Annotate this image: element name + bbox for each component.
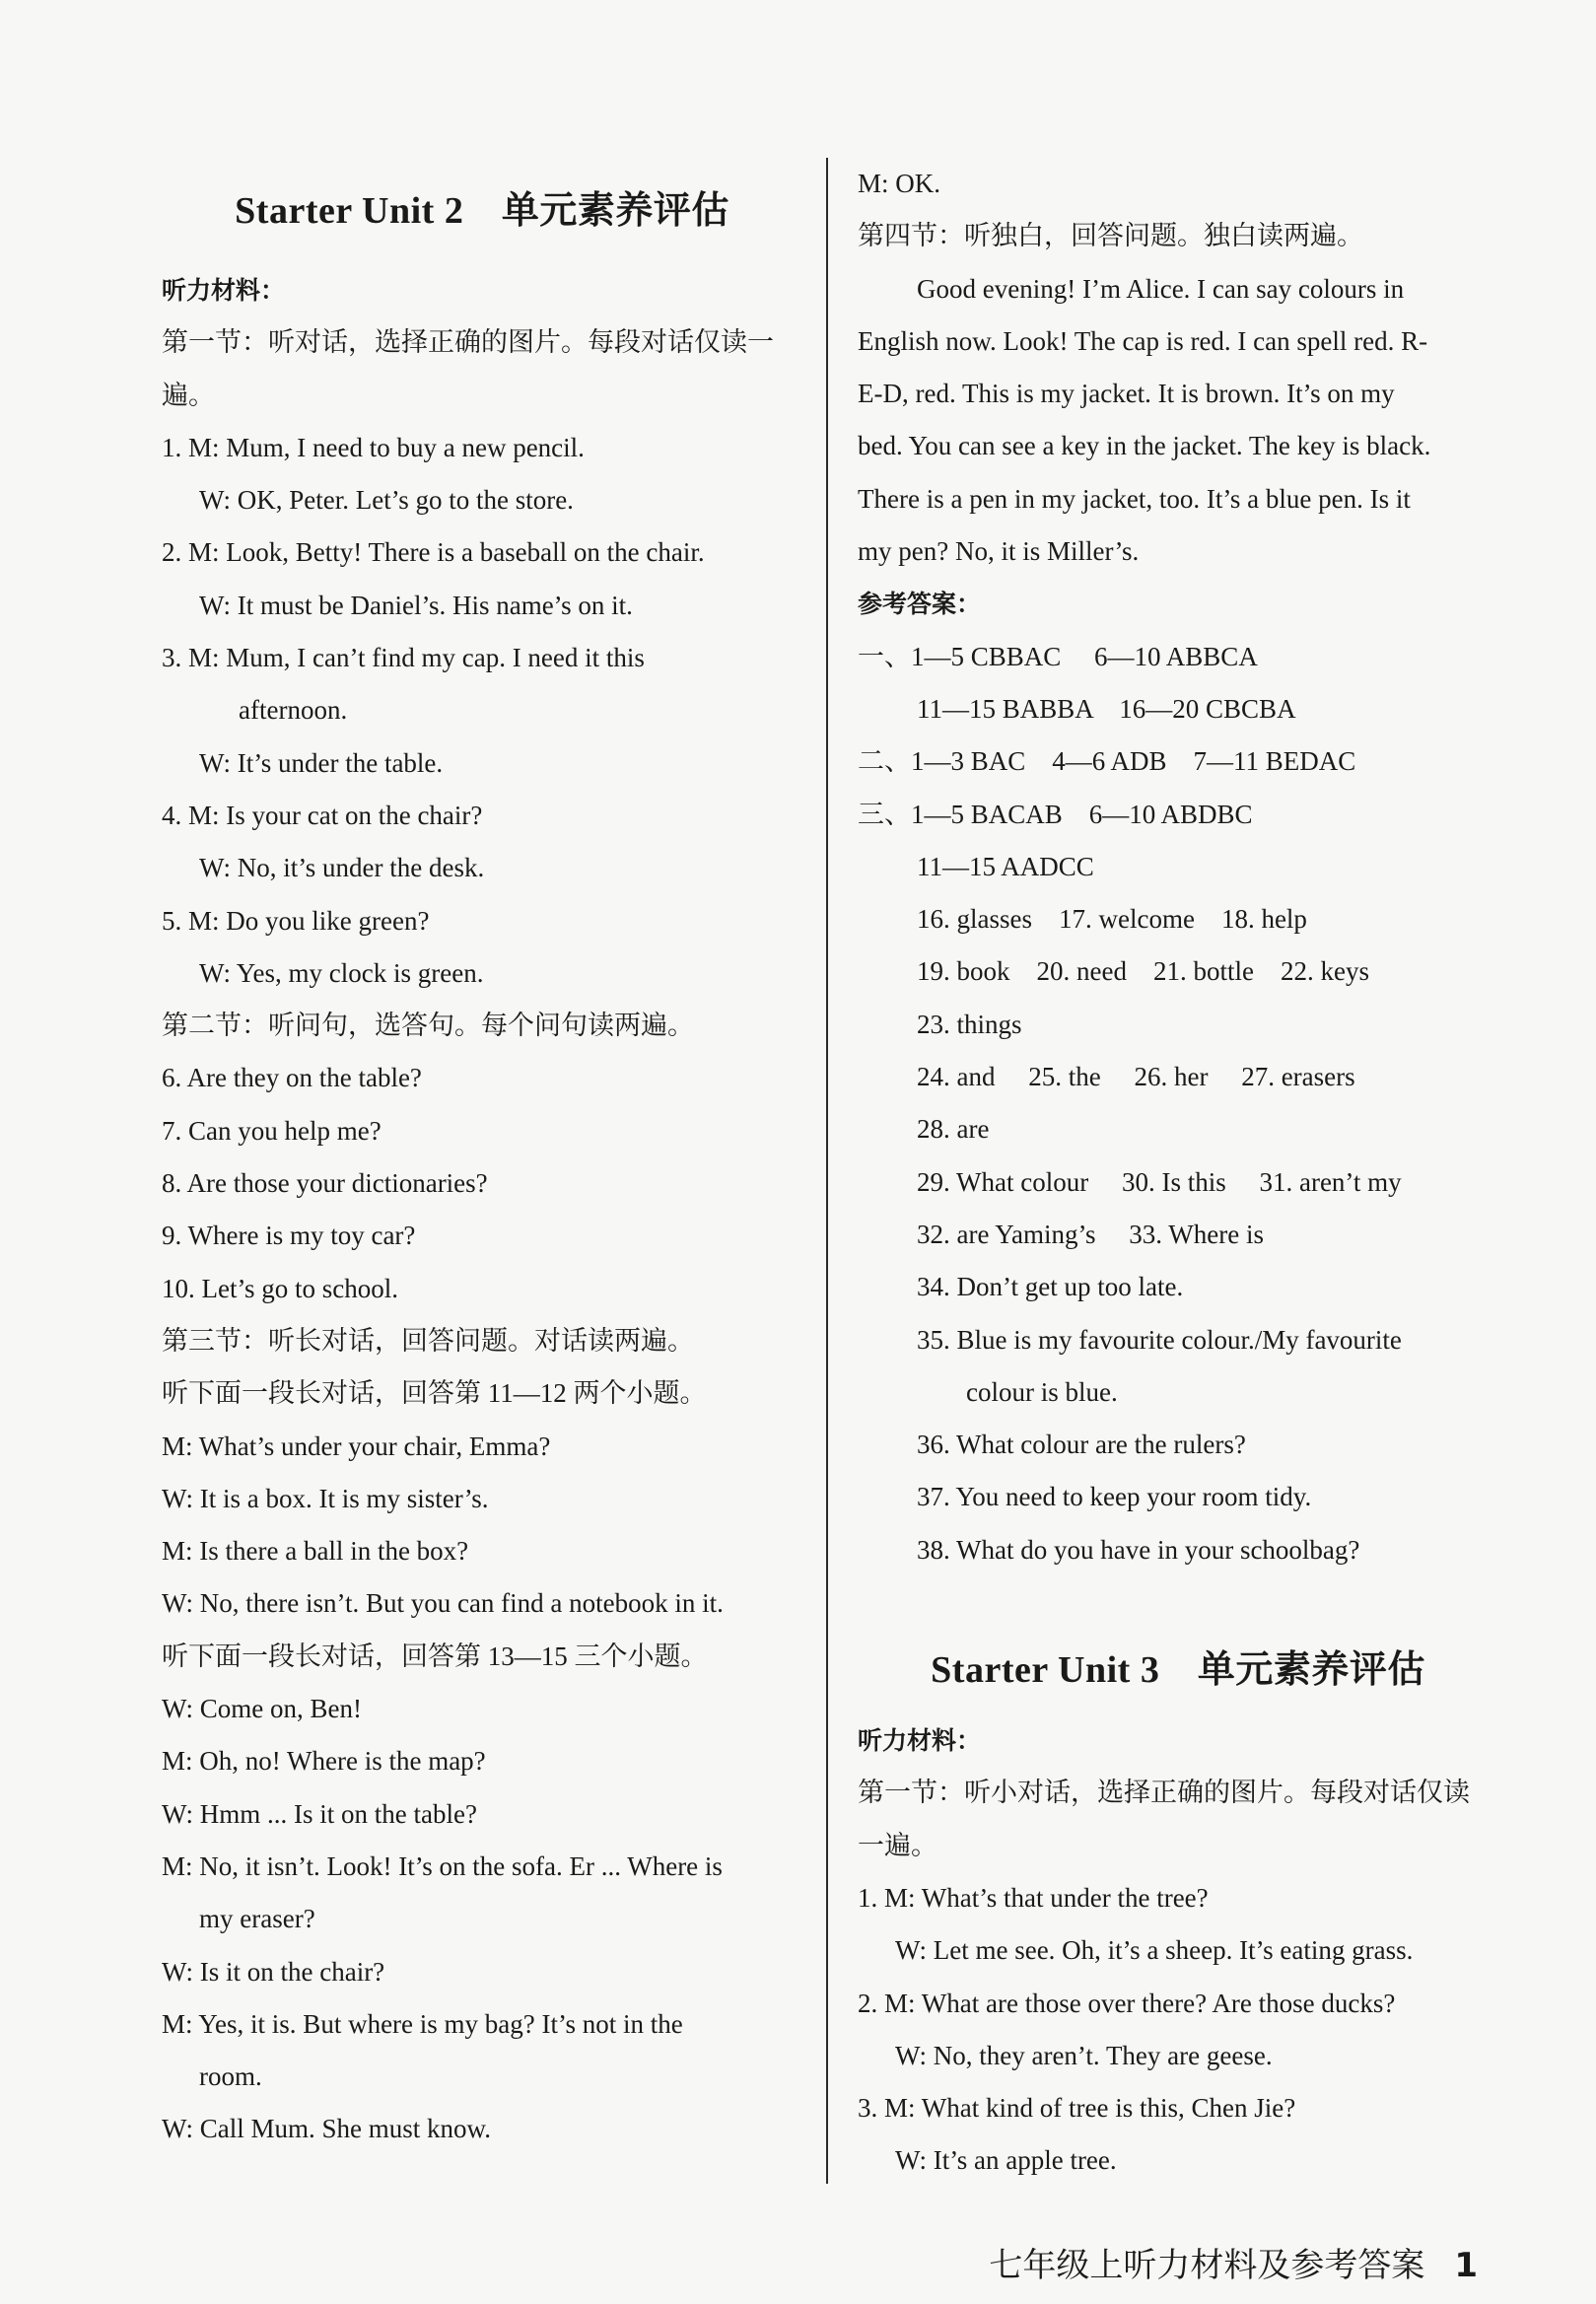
text-line: M: OK.	[858, 169, 941, 198]
text-line: 第四节：听独白，回答问题。独白读两遍。	[858, 221, 1363, 251]
text-line: room.	[199, 2061, 262, 2092]
text-line: Good evening! I’m Alice. I can say colours in	[917, 273, 1405, 304]
text-line: 第三节：听长对话，回答问题。对话读两遍。	[162, 1325, 694, 1356]
text-line: my eraser?	[199, 1904, 315, 1934]
text-line: W: No, they aren’t. They are geese.	[895, 2040, 1273, 2070]
text-line: W: No, there isn’t. But you can find a notebook in it.	[162, 1588, 724, 1619]
text-line: 第二节：听问句，选答句。每个问句读两遍。	[162, 1011, 694, 1041]
right-column	[858, 158, 1498, 2188]
text-line: 37. You need to keep your room tidy.	[917, 1482, 1312, 1512]
text-line: 38. What do you have in your schoolbag?	[917, 1534, 1360, 1565]
text-line: M: Oh, no! Where is the map?	[162, 1746, 486, 1777]
text-line: M: Yes, it is. But where is my bag? It’s not in the	[162, 2008, 683, 2039]
text-line: 听下面一段长对话，回答第 13—15 三个小题。	[162, 1641, 708, 1671]
text-line: 36. What colour are the rulers?	[917, 1430, 1246, 1460]
text-line: 16. glasses 17. welcome 18. help	[917, 904, 1307, 935]
text-line: my pen? No, it is Miller’s.	[858, 536, 1140, 567]
text-line: afternoon.	[239, 695, 348, 726]
listening-material-label: 听力材料：	[162, 276, 286, 305]
listening-material-label-2: 听力材料：	[858, 1726, 982, 1756]
text-line: W: Is it on the chair?	[162, 1956, 385, 1987]
text-line: W: It must be Daniel’s. His name’s on it.	[199, 590, 633, 620]
text-line: English now. Look! The cap is red. I can spell red. R-	[858, 325, 1428, 356]
right-bottom-lines	[858, 1767, 1498, 2187]
text-line: 二、1—3 BAC 4—6 ADB 7—11 BEDAC	[858, 746, 1356, 777]
text-line: 6. Are they on the table?	[162, 1063, 422, 1093]
text-line: 23. things	[917, 1009, 1022, 1039]
text-line: M: No, it isn’t. Look! It’s on the sofa. Er ... Where is	[162, 1850, 723, 1881]
text-line: W: Let me see. Oh, it’s a sheep. It’s eating grass.	[895, 1935, 1414, 1966]
text-line: 1. M: Mum, I need to buy a new pencil.	[162, 432, 585, 462]
column-divider	[826, 158, 828, 2184]
left-lines	[162, 316, 802, 2155]
text-line: 7. Can you help me?	[162, 1115, 382, 1146]
text-line: 2. M: What are those over there? Are those ducks?	[858, 1988, 1396, 2018]
footer-text: 七年级上听力材料及参考答案	[989, 2246, 1425, 2285]
text-line: W: Come on, Ben!	[162, 1694, 362, 1724]
text-line: 19. book 20. need 21. bottle 22. keys	[917, 956, 1369, 987]
text-line: bed. You can see a key in the jacket. The key is black.	[858, 431, 1431, 461]
text-line: E-D, red. This is my jacket. It is brown. It’s on my	[858, 379, 1395, 409]
text-line: 28. are	[917, 1114, 990, 1145]
text-line: W: OK, Peter. Let’s go to the store.	[199, 485, 574, 516]
text-line: M: Is there a ball in the box?	[162, 1536, 469, 1567]
text-line: There is a pen in my jacket, too. It’s a blue pen. Is it	[858, 483, 1411, 514]
text-line: 29. What colour 30. Is this 31. aren’t my	[917, 1166, 1402, 1197]
text-line: 32. are Yaming’s 33. Where is	[917, 1219, 1264, 1249]
text-line: W: No, it’s under the desk.	[199, 853, 485, 883]
text-line: 3. M: Mum, I can’t find my cap. I need it this	[162, 643, 645, 673]
answers-label: 参考答案：	[858, 590, 982, 619]
text-line: 34. Don’t get up too late.	[917, 1272, 1184, 1302]
text-line: 一、1—5 CBBAC 6—10 ABBCA	[858, 641, 1258, 671]
text-line: M: What’s under your chair, Emma?	[162, 1431, 551, 1461]
text-line: 11—15 AADCC	[917, 851, 1094, 881]
text-line: W: Call Mum. She must know.	[162, 2114, 491, 2144]
text-line: 一遍。	[858, 1830, 937, 1860]
text-line: 三、1—5 BACAB 6—10 ABDBC	[858, 799, 1253, 829]
left-column	[162, 158, 802, 2156]
text-line: 4. M: Is your cat on the chair?	[162, 800, 483, 830]
text-line: 2. M: Look, Betty! There is a baseball on the chair.	[162, 537, 705, 568]
right-top-lines	[858, 158, 1498, 578]
unit3-title: Starter Unit 3 单元素养评估	[931, 1649, 1425, 1692]
text-line: W: It’s under the table.	[199, 747, 444, 778]
text-line: 5. M: Do you like green?	[162, 905, 430, 936]
text-line: 24. and 25. the 26. her 27. erasers	[917, 1062, 1355, 1092]
page-footer	[989, 2238, 1478, 2286]
answer-lines	[858, 631, 1498, 1576]
text-line: 35. Blue is my favourite colour./My favourite	[917, 1324, 1402, 1355]
text-line: W: Hmm ... Is it on the table?	[162, 1798, 477, 1829]
text-line: W: It’s an apple tree.	[895, 2145, 1117, 2176]
text-line: 10. Let’s go to school.	[162, 1273, 398, 1303]
text-line: 3. M: What kind of tree is this, Chen Jie?	[858, 2093, 1296, 2124]
text-line: 11—15 BABBA 16—20 CBCBA	[917, 693, 1296, 724]
text-line: 遍。	[162, 380, 215, 410]
text-line: 第一节：听小对话，选择正确的图片。每段对话仅读	[858, 1778, 1470, 1808]
text-line: colour is blue.	[966, 1376, 1118, 1407]
text-line: 8. Are those your dictionaries?	[162, 1168, 488, 1199]
text-line: W: Yes, my clock is green.	[199, 957, 484, 988]
text-line: W: It is a box. It is my sister’s.	[162, 1483, 489, 1513]
text-line: 9. Where is my toy car?	[162, 1221, 416, 1251]
unit2-title: Starter Unit 2 单元素养评估	[235, 190, 729, 232]
text-line: 第一节：听对话，选择正确的图片。每段对话仅读一	[162, 327, 774, 358]
page-number: 1	[1454, 2246, 1478, 2285]
text-line: 听下面一段长对话，回答第 11—12 两个小题。	[162, 1378, 707, 1409]
text-line: 1. M: What’s that under the tree?	[858, 1882, 1209, 1913]
